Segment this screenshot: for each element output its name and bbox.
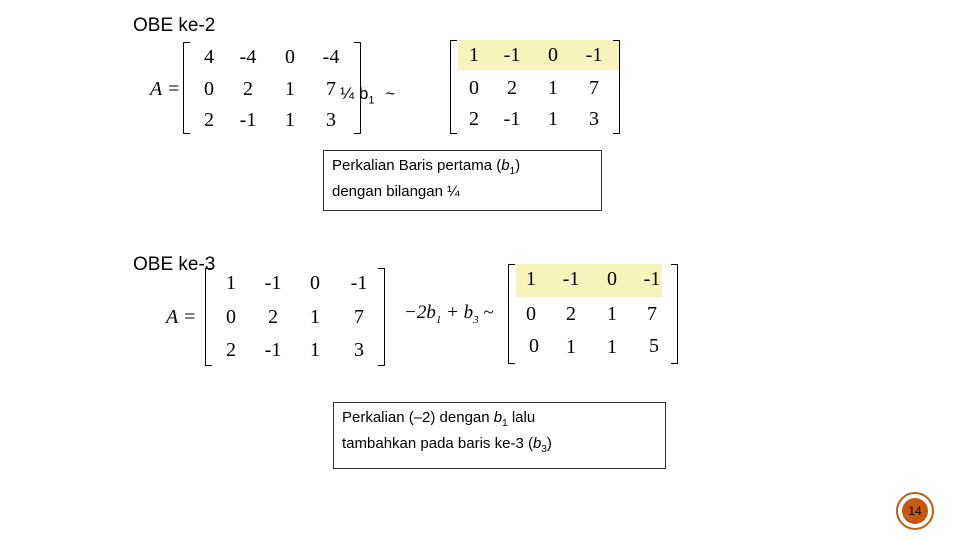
matrix-cell: 0 xyxy=(529,335,539,357)
page-number-badge xyxy=(896,492,934,530)
step2-explanation-box xyxy=(323,150,602,211)
step3-matrix-A xyxy=(205,268,385,366)
matrix-cell: -1 xyxy=(503,108,521,130)
matrix-cell: 3 xyxy=(354,339,364,361)
matrix-cell: 7 xyxy=(647,303,657,325)
matrix-cell: 0 xyxy=(285,46,295,68)
matrix-cell: 0 xyxy=(310,272,320,294)
note-variable: b xyxy=(493,409,503,426)
matrix-cell: 2 xyxy=(268,306,278,328)
note-text: Perkalian (–2) dengan xyxy=(342,409,494,426)
step3-result-matrix xyxy=(508,264,678,364)
note-text: dengan bilangan ¼ xyxy=(332,183,460,200)
matrix-cell: 3 xyxy=(589,108,599,130)
tilde-symbol: ~ xyxy=(478,302,494,323)
matrix-cell: -1 xyxy=(585,44,603,66)
step2-matrix-label: A = xyxy=(150,78,181,100)
matrix-cell: -4 xyxy=(239,46,257,68)
note-subscript: 1 xyxy=(502,418,508,429)
matrix-cell: 2 xyxy=(507,77,517,99)
matrix-cell: -1 xyxy=(643,268,661,290)
matrix-cell: 7 xyxy=(354,306,364,328)
operation-text: + b xyxy=(441,302,474,323)
step3-operation xyxy=(404,302,494,326)
matrix-cell: 2 xyxy=(243,78,253,100)
matrix-cell: 2 xyxy=(204,109,214,131)
matrix-cell: -1 xyxy=(239,109,257,131)
note-text: ) xyxy=(515,157,521,174)
matrix-cell: 0 xyxy=(548,44,558,66)
operation-subscript: 1 xyxy=(368,94,375,107)
matrix-cell: -1 xyxy=(562,268,580,290)
matrix-cell: -1 xyxy=(350,272,368,294)
operation-subscript: 1 xyxy=(435,313,442,326)
note-text: Perkalian Baris pertama ( xyxy=(332,157,502,174)
step2-matrix-A xyxy=(183,42,361,134)
matrix-cell: 1 xyxy=(566,336,576,358)
step3-heading: OBE ke-3 xyxy=(133,254,216,275)
note-text: ) xyxy=(546,435,552,452)
note-text: tambahkan pada baris ke-3 ( xyxy=(342,435,533,452)
step3-matrix-label: A = xyxy=(166,306,197,328)
matrix-cell: 1 xyxy=(469,44,479,66)
matrix-cell: 0 xyxy=(204,78,214,100)
matrix-cell: 2 xyxy=(566,303,576,325)
matrix-cell: 1 xyxy=(285,109,295,131)
note-variable: b xyxy=(501,157,510,174)
matrix-cell: -1 xyxy=(264,272,282,294)
step2-result-matrix xyxy=(450,40,620,134)
matrix-cell: 5 xyxy=(649,335,659,357)
matrix-cell: 1 xyxy=(226,272,236,294)
matrix-cell: 1 xyxy=(607,336,617,358)
matrix-cell: 1 xyxy=(548,77,558,99)
matrix-cell: 2 xyxy=(226,339,236,361)
matrix-cell: -1 xyxy=(503,44,521,66)
matrix-cell: 2 xyxy=(469,108,479,130)
matrix-cell: 7 xyxy=(589,77,599,99)
operation-text: −2b xyxy=(404,302,436,323)
step2-heading: OBE ke-2 xyxy=(133,15,216,36)
matrix-cell: 0 xyxy=(526,303,536,325)
step2-operation xyxy=(340,84,395,106)
tilde-symbol: ~ xyxy=(385,84,396,103)
matrix-cell: -1 xyxy=(264,339,282,361)
matrix-cell: 1 xyxy=(310,339,320,361)
matrix-cell: 3 xyxy=(326,109,336,131)
note-subscript: 1 xyxy=(509,166,516,177)
note-subscript: 3 xyxy=(541,444,547,455)
matrix-cell: 1 xyxy=(607,303,617,325)
matrix-cell: 0 xyxy=(226,306,236,328)
matrix-cell: 1 xyxy=(310,306,320,328)
matrix-cell: 1 xyxy=(526,268,536,290)
matrix-cell: 4 xyxy=(204,46,214,68)
matrix-cell: 7 xyxy=(326,78,336,100)
operation-subscript: 3 xyxy=(473,313,479,326)
matrix-cell: 1 xyxy=(285,78,295,100)
matrix-cell: 1 xyxy=(548,108,558,130)
page-number: 14 xyxy=(902,498,928,524)
step3-explanation-box xyxy=(333,402,666,469)
matrix-cell: 0 xyxy=(469,77,479,99)
matrix-cell: 0 xyxy=(607,268,617,290)
note-text: lalu xyxy=(507,409,536,426)
matrix-cell: -4 xyxy=(322,46,340,68)
note-variable: b xyxy=(532,435,542,452)
operation-text: ¼ b xyxy=(340,84,369,103)
